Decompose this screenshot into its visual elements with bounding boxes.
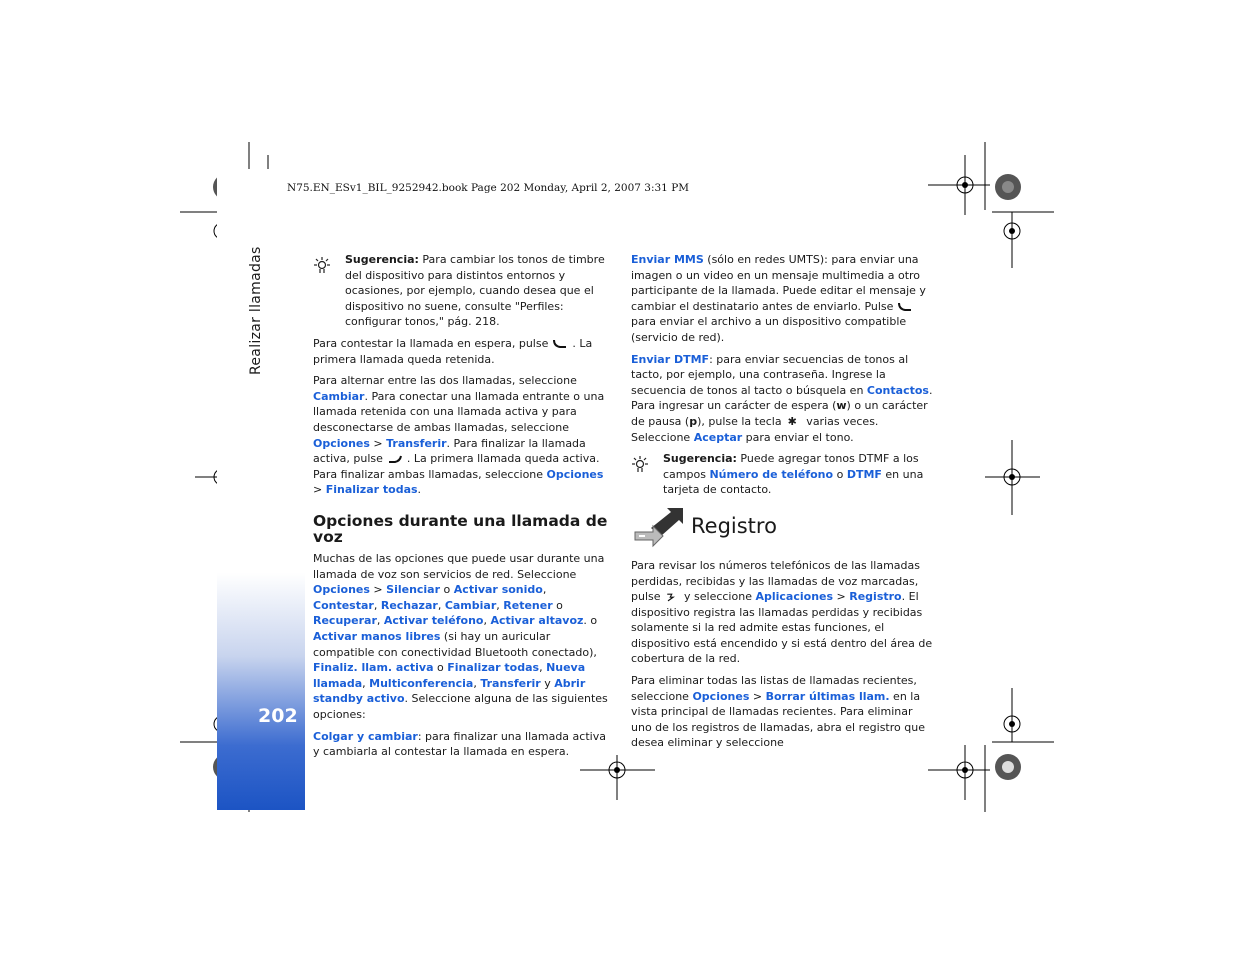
- link-rechazar[interactable]: Rechazar: [380, 598, 438, 612]
- page-number: 202: [258, 705, 298, 727]
- paragraph-call-options: Muchas de las opciones que puede usar durante una llamada de voz son servicios de red. Seleccione Opciones > Silenciar o Activar sonido, Contestar, Rechazar, Cambiar, Retener o Recuperar, Activar teléfono, Activar altavoz. o Activar manos libres (si hay un auricular compatible con conectividad Bluetooth conectado), Finaliz. llam. activa o Finalizar todas, Nueva llamada, Multiconferencia, Transferir y Abrir standby activo. Seleccione alguna de las siguientes opciones:: [313, 552, 608, 722]
- tip-box: [313, 252, 613, 330]
- link-multiconferencia[interactable]: Multiconferencia: [369, 676, 474, 690]
- menu-key-icon: [665, 592, 677, 603]
- call-key-icon: [897, 301, 913, 312]
- link-activar-telefono[interactable]: Activar teléfono: [383, 614, 484, 628]
- link-abrir-standby-activo[interactable]: Abrir standby activo: [313, 676, 586, 706]
- end-key-icon: [387, 454, 403, 465]
- link-cambiar[interactable]: Cambiar: [313, 389, 365, 403]
- link-transferir[interactable]: Transferir: [386, 436, 447, 450]
- link-finalizar-todas-2[interactable]: Finalizar todas: [447, 661, 540, 675]
- section-heading-call-options: Opciones durante una llamada de voz: [313, 511, 608, 546]
- link-opciones-4[interactable]: Opciones: [692, 689, 750, 703]
- tip-text-dtmf: Sugerencia: Puede agregar tonos DTMF a los campos Número de teléfono o DTMF en una tarjeta de contacto.: [663, 452, 924, 497]
- paragraph-enviar-mms: Enviar MMS (sólo en redes UMTS): para enviar una imagen o un video en un mensaje multimedia a otro participante de la llamada. Puede editar el mensaje y cambiar el destinatario antes de enviarlo. Pulse para enviar el archivo a un dispositivo compatible (servicio de red).: [631, 253, 926, 344]
- link-retener[interactable]: Retener: [503, 598, 553, 612]
- tip-box-dtmf: [631, 451, 933, 498]
- link-opciones[interactable]: Opciones: [313, 436, 370, 450]
- link-numero-de-telefono[interactable]: Número de teléfono: [709, 467, 834, 481]
- paragraph-borrar-listas: Para eliminar todas las listas de llamadas recientes, seleccione Opciones > Borrar últimas llam. en la vista principal de llamadas recientes. Para eliminar uno de los registros de llamadas, abra el registro que desea eliminar y seleccione: [631, 674, 925, 750]
- call-key-icon: [552, 338, 568, 349]
- registro-heading-row: [631, 506, 933, 548]
- link-transferir-2[interactable]: Transferir: [480, 676, 541, 690]
- link-cambiar-2[interactable]: Cambiar: [444, 598, 497, 612]
- book-header: N75.EN_ESv1_BIL_9252942.book Page 202 Monday, April 2, 2007 3:31 PM: [287, 182, 690, 194]
- link-colgar-y-cambiar[interactable]: Colgar y cambiar: [313, 729, 418, 743]
- link-silenciar[interactable]: Silenciar: [386, 583, 441, 597]
- log-arrows-icon: [631, 506, 685, 548]
- link-enviar-dtmf[interactable]: Enviar DTMF: [631, 352, 710, 366]
- link-borrar-ultimas-llam[interactable]: Borrar últimas llam.: [765, 689, 890, 703]
- paragraph-switch-calls: Para alternar entre las dos llamadas, seleccione Cambiar. Para conectar una llamada entrante o una llamada retenida con una llamada activa y para desconectarse de ambas llamadas, seleccione Opciones > Transferir. Para finalizar la llamada activa, pulse . La primera llamada queda activa. Para finalizar ambas llamadas, seleccione Opciones > Finalizar todas.: [313, 374, 605, 497]
- link-opciones-2[interactable]: Opciones: [546, 467, 604, 481]
- link-contestar[interactable]: Contestar: [313, 598, 374, 612]
- lightbulb-icon: [631, 455, 649, 473]
- section-heading-registro: Registro: [691, 514, 777, 539]
- link-aplicaciones[interactable]: Aplicaciones: [755, 590, 834, 604]
- link-finalizar-todas[interactable]: Finalizar todas: [325, 483, 418, 497]
- paragraph-registro-intro: Para revisar los números telefónicos de las llamadas perdidas, recibidas y las llamadas de voz marcadas, pulse y seleccione Aplicaciones > Registro. El dispositivo registra las llamadas perdidas y recibidas solamente si la red admite estas funciones, el dispositivo está encendido y si está dentro del área de cobertura de la red.: [631, 558, 933, 666]
- link-dtmf[interactable]: DTMF: [846, 467, 882, 481]
- link-opciones-3[interactable]: Opciones: [313, 583, 370, 597]
- link-activar-manos-libres[interactable]: Activar manos libres: [313, 630, 441, 644]
- link-recuperar[interactable]: Recuperar: [313, 614, 377, 628]
- paragraph-colgar-cambiar: Colgar y cambiar: para finalizar una llamada activa y cambiarla al contestar la llamada en espera.: [313, 729, 606, 759]
- link-nueva-llamada[interactable]: Nueva llamada: [313, 661, 586, 690]
- link-aceptar[interactable]: Aceptar: [693, 430, 743, 444]
- paragraph-enviar-dtmf: Enviar DTMF: para enviar secuencias de tonos al tacto, por ejemplo, una contraseña. Ingrese la secuencia de tonos al tacto o búsquela en Contactos. Para ingresar un carácter de espera (w) o un carácter de pausa (p), pulse la tecla ✱ varias veces. Seleccione Aceptar para enviar el tono.: [631, 352, 933, 444]
- chapter-title: [248, 246, 278, 375]
- left-column: [313, 252, 613, 766]
- link-finaliz-llam-activa[interactable]: Finaliz. llam. activa: [313, 661, 434, 675]
- link-activar-sonido[interactable]: Activar sonido: [453, 583, 543, 597]
- link-registro[interactable]: Registro: [849, 590, 902, 604]
- tip-text: Sugerencia: Para cambiar los tonos de timbre del dispositivo para distintos entornos y ocasiones, por ejemplo, cuando desea que el dispositivo no suene, consulte "Perfiles: configurar tonos," pág. 218.: [345, 253, 605, 329]
- lightbulb-icon: [313, 256, 331, 274]
- star-key-icon: ✱: [787, 414, 797, 428]
- chapter-title-text: Realizar llamadas: [248, 246, 264, 375]
- right-column: [631, 252, 933, 757]
- link-contactos[interactable]: Contactos: [866, 383, 929, 397]
- paragraph-answer-waiting: Para contestar la llamada en espera, pulse . La primera llamada queda retenida.: [313, 336, 593, 366]
- link-activar-altavoz[interactable]: Activar altavoz: [490, 614, 584, 628]
- link-enviar-mms[interactable]: Enviar MMS: [631, 253, 704, 266]
